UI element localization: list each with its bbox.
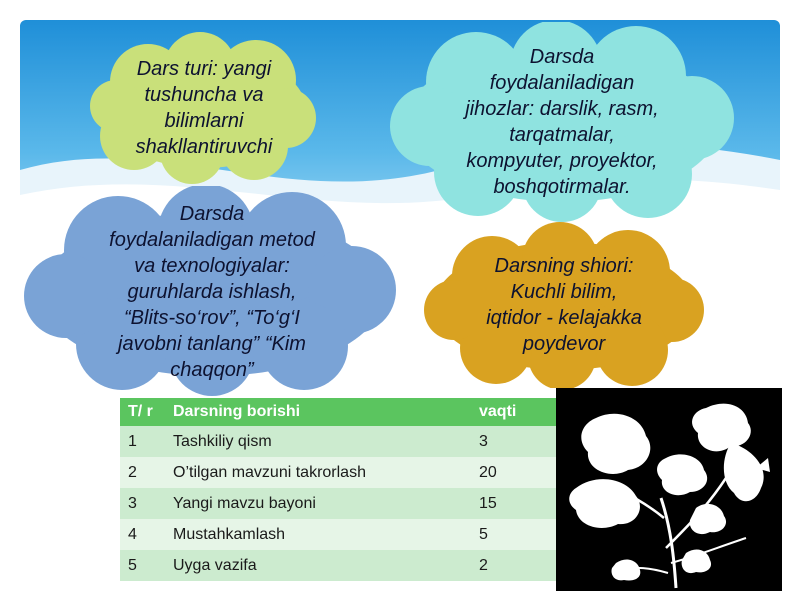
methods-line: Darsda [179, 203, 245, 225]
equipment-line: tarqatmalar, [509, 124, 615, 146]
methods-line: va texnologiyalar: [134, 255, 290, 277]
lesson-type-line: shakllantiruvchi [135, 135, 273, 158]
row-stage: O’tilgan mavzuni takrorlash [165, 457, 471, 488]
row-number: 4 [120, 519, 165, 550]
lesson-type-line: tushuncha va [144, 83, 264, 106]
table-row [120, 550, 556, 581]
equipment-line: kompyuter, proyektor, [466, 150, 658, 172]
table-row [120, 426, 556, 457]
column-header-time: vaqti [471, 398, 556, 426]
methods-line: javobni tanlang” “Kim [118, 333, 306, 355]
table-header-row [120, 398, 556, 426]
lesson-type-line: bilimlarni [164, 109, 244, 132]
column-header-stage: Darsning borishi [165, 398, 471, 426]
methods-cloud [22, 186, 402, 396]
row-number: 5 [120, 550, 165, 581]
motto-cloud [418, 220, 710, 388]
row-time: 5 [471, 519, 556, 550]
motto-line: Kuchli bilim, [510, 281, 618, 303]
motto-line: iqtidor - kelajakka [486, 307, 642, 329]
equipment-line: foydalaniladigan [489, 72, 635, 94]
lesson-type-line: Dars turi: yangi [136, 57, 272, 80]
plant-silhouette-icon [556, 388, 782, 591]
lesson-plan-table [120, 398, 556, 581]
column-header-number: T/ r [120, 398, 165, 426]
equipment-line: Darsda [529, 46, 595, 68]
row-stage: Yangi mavzu bayoni [165, 488, 471, 519]
lesson-type-cloud [88, 30, 320, 185]
methods-line: chaqqon” [170, 359, 254, 381]
equipment-line: jihozlar: darslik, rasm, [465, 98, 659, 120]
methods-line: foydalaniladigan metod [109, 229, 315, 251]
table-row [120, 519, 556, 550]
row-stage: Tashkiliy qism [165, 426, 471, 457]
row-number: 2 [120, 457, 165, 488]
row-time: 15 [471, 488, 556, 519]
row-time: 20 [471, 457, 556, 488]
row-number: 1 [120, 426, 165, 457]
equipment-line: boshqotirmalar. [493, 176, 631, 198]
methods-line: guruhlarda ishlash, [127, 281, 297, 303]
motto-line: poydevor [522, 333, 606, 355]
table-row [120, 488, 556, 519]
row-time: 2 [471, 550, 556, 581]
row-stage: Uyga vazifa [165, 550, 471, 581]
row-time: 3 [471, 426, 556, 457]
motto-line: Darsning shiori: [494, 255, 634, 277]
equipment-cloud [386, 22, 738, 222]
table-row [120, 457, 556, 488]
row-stage: Mustahkamlash [165, 519, 471, 550]
row-number: 3 [120, 488, 165, 519]
methods-line: “Blits-so‘rov”, “To‘g‘I [124, 307, 300, 329]
